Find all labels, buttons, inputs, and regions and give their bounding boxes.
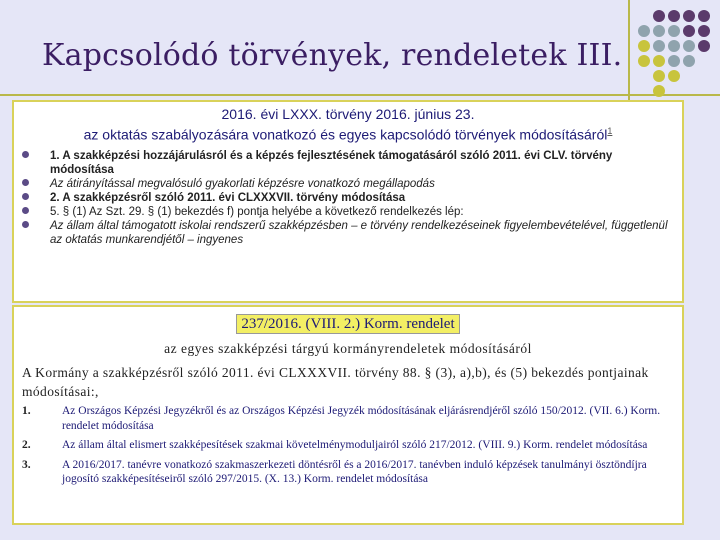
decor-dot bbox=[683, 25, 695, 37]
bullet-icon bbox=[22, 193, 29, 200]
decor-dot bbox=[698, 25, 710, 37]
bullet-icon bbox=[22, 151, 29, 158]
decor-dot bbox=[683, 40, 695, 52]
decor-horizontal-line bbox=[0, 94, 720, 96]
decor-dot bbox=[668, 40, 680, 52]
list-item: 3. A 2016/2017. tanévre vonatkozó szakmaszerkezeti döntésről és a 2016/2017. tanévben induló képzések tanulmányi ösztöndíjra jogosító szakképesítéseiről szóló 297/2015. (X. 13.) Korm. rendelet módosítása bbox=[22, 458, 647, 485]
decor-dot bbox=[668, 55, 680, 67]
decor-dot bbox=[683, 10, 695, 22]
decor-dot bbox=[653, 40, 665, 52]
decree-box bbox=[12, 305, 684, 525]
list-item: 5. § (1) Az Szt. 29. § (1) bekezdés f) pontja helyébe a következő rendelkezés lép: bbox=[20, 205, 674, 219]
list-item: 2. Az állam által elismert szakképesítések szakmai követelménymoduljairól szóló 217/2012. (VIII. 9.) Korm. rendelet módosítása bbox=[22, 439, 648, 451]
decree-title bbox=[14, 315, 682, 333]
decree-numbered-list bbox=[22, 404, 670, 492]
decor-dot bbox=[668, 10, 680, 22]
decor-dot bbox=[653, 85, 665, 97]
decree-subtitle: az egyes szakképzési tárgyú kormányrendeletek módosításáról bbox=[164, 341, 532, 356]
decor-dot bbox=[698, 10, 710, 22]
decor-vertical-line bbox=[628, 0, 630, 105]
list-item: Az állam által támogatott iskolai rendszerű szakképzésben – e törvény rendelkezéseinek figyelembevételével, függetlenül az oktatás munkarendjétől – ingyenes bbox=[20, 219, 674, 247]
decor-dot bbox=[668, 70, 680, 82]
decor-dot bbox=[638, 55, 650, 67]
bullet-icon bbox=[22, 179, 29, 186]
law-heading-date: 2016. június 23. bbox=[371, 106, 475, 122]
decor-dot-grid bbox=[638, 10, 720, 100]
decor-dot bbox=[638, 40, 650, 52]
decree-intro: A Kormány a szakképzésről szóló 2011. évi CLXXXVII. törvény 88. § (3), a),b), és (5) bekezdés pontjainak módosításai:, bbox=[22, 365, 649, 399]
decree-title-highlight: 237/2016. (VIII. 2.) Korm. rendelet bbox=[236, 314, 459, 334]
bullet-icon bbox=[22, 221, 29, 228]
decor-dot bbox=[653, 70, 665, 82]
decor-dot bbox=[683, 55, 695, 67]
law-heading bbox=[14, 106, 682, 122]
list-item: Az átirányítással megvalósuló gyakorlati képzésre vonatkozó megállapodás bbox=[20, 177, 674, 191]
decor-dot bbox=[653, 55, 665, 67]
list-item: 2. A szakképzésről szóló 2011. évi CLXXXVII. törvény módosítása bbox=[20, 191, 674, 205]
bullet-icon bbox=[22, 207, 29, 214]
footnote-link[interactable]: 1 bbox=[607, 126, 613, 136]
decor-dot bbox=[668, 25, 680, 37]
slide-title: Kapcsolódó törvények, rendeletek III. bbox=[42, 38, 623, 73]
law-subheading-text: az oktatás szabályozására vonatkozó és egyes kapcsolódó törvények módosításáról bbox=[83, 126, 608, 143]
list-item: 1. A szakképzési hozzájárulásról és a képzés fejlesztésének támogatásáról szóló 2011. évi CLV. törvény módosítása bbox=[20, 149, 674, 177]
law-bullet-list bbox=[20, 149, 674, 247]
decor-dot bbox=[698, 40, 710, 52]
law-heading-bold: 2016. évi LXXX. törvény bbox=[221, 106, 372, 122]
law-subheading bbox=[14, 126, 682, 143]
law-box bbox=[12, 100, 684, 303]
decor-dot bbox=[638, 25, 650, 37]
decor-dot bbox=[653, 10, 665, 22]
decor-dot bbox=[653, 25, 665, 37]
list-item: 1. Az Országos Képzési Jegyzékről és az Országos Képzési Jegyzék módosításának eljárásrendjéről szóló 150/2012. (VII. 6.) Korm. rendelet módosítása bbox=[22, 405, 661, 432]
